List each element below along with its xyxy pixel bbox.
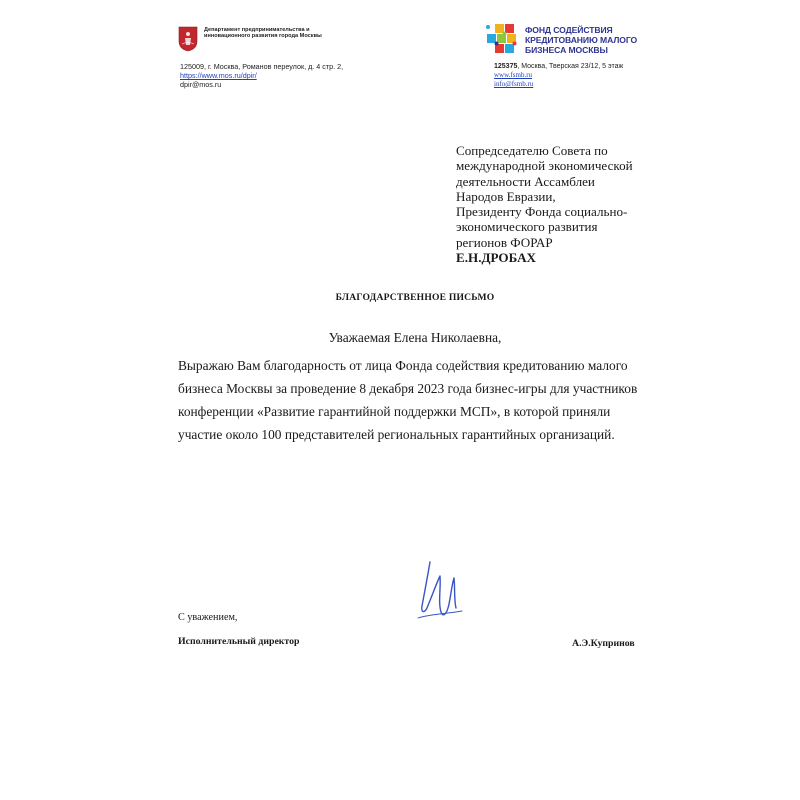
addressee-line: международной экономической	[456, 158, 633, 174]
handwritten-signature-icon	[410, 556, 470, 626]
letter-title: БЛАГОДАРСТВЕННОЕ ПИСЬМО	[335, 292, 495, 303]
fund-address-rest: , Москва, Тверская 23/12, 5 этаж	[517, 63, 624, 70]
addressee-line: деятельности Ассамблеи	[456, 173, 595, 189]
fund-address	[494, 62, 623, 71]
body-line: конференции «Развитие гарантийной поддержки МСП», в которой приняли	[178, 404, 611, 419]
signer-name: А.Э.Купринов	[572, 638, 635, 649]
addressee-line: экономического развития	[456, 219, 598, 235]
addressee-line: Сопредседателю Совета по	[456, 143, 608, 158]
department-website-link[interactable]: https://www.mos.ru/dpir/	[180, 71, 257, 80]
addressee-block	[456, 143, 686, 265]
fund-email-link[interactable]: info@fsmb.ru	[494, 80, 534, 88]
puzzle-logo-icon	[485, 22, 523, 56]
department-name: Департамент предпринимательства и инновационного развития города Москвы	[204, 27, 322, 40]
closing-regards: С уважением,	[178, 612, 238, 623]
fund-website-link[interactable]: www.fsmb.ru	[494, 71, 533, 79]
moscow-coat-of-arms-icon	[178, 26, 198, 52]
body-line: бизнеса Москвы за проведение 8 декабря 2023 года бизнес-игры для участников	[178, 381, 638, 396]
fund-name: ФОНД СОДЕЙСТВИЯ КРЕДИТОВАНИЮ МАЛОГО БИЗНЕСА МОСКВЫ	[525, 25, 638, 55]
department-email-link[interactable]: dpir@mos.ru	[180, 80, 222, 89]
department-address: 125009, г. Москва, Романов переулок, д. 4 стр. 2,	[180, 62, 344, 71]
addressee-name: Е.Н.ДРОБАХ	[456, 250, 536, 266]
signer-position: Исполнительный директор	[178, 636, 300, 647]
body-line: участие около 100 представителей региональных гарантийных организаций.	[178, 427, 615, 442]
salutation: Уважаемая Елена Николаевна,	[328, 330, 502, 345]
addressee-line: Народов Евразии,	[456, 188, 556, 204]
fund-postcode: 125375	[494, 63, 518, 70]
body-line: Выражаю Вам благодарность от лица Фонда содействия кредитованию малого	[178, 358, 628, 373]
addressee-line: регионов ФОРАР	[456, 234, 553, 250]
addressee-line: Президенту Фонда социально-	[456, 204, 628, 220]
